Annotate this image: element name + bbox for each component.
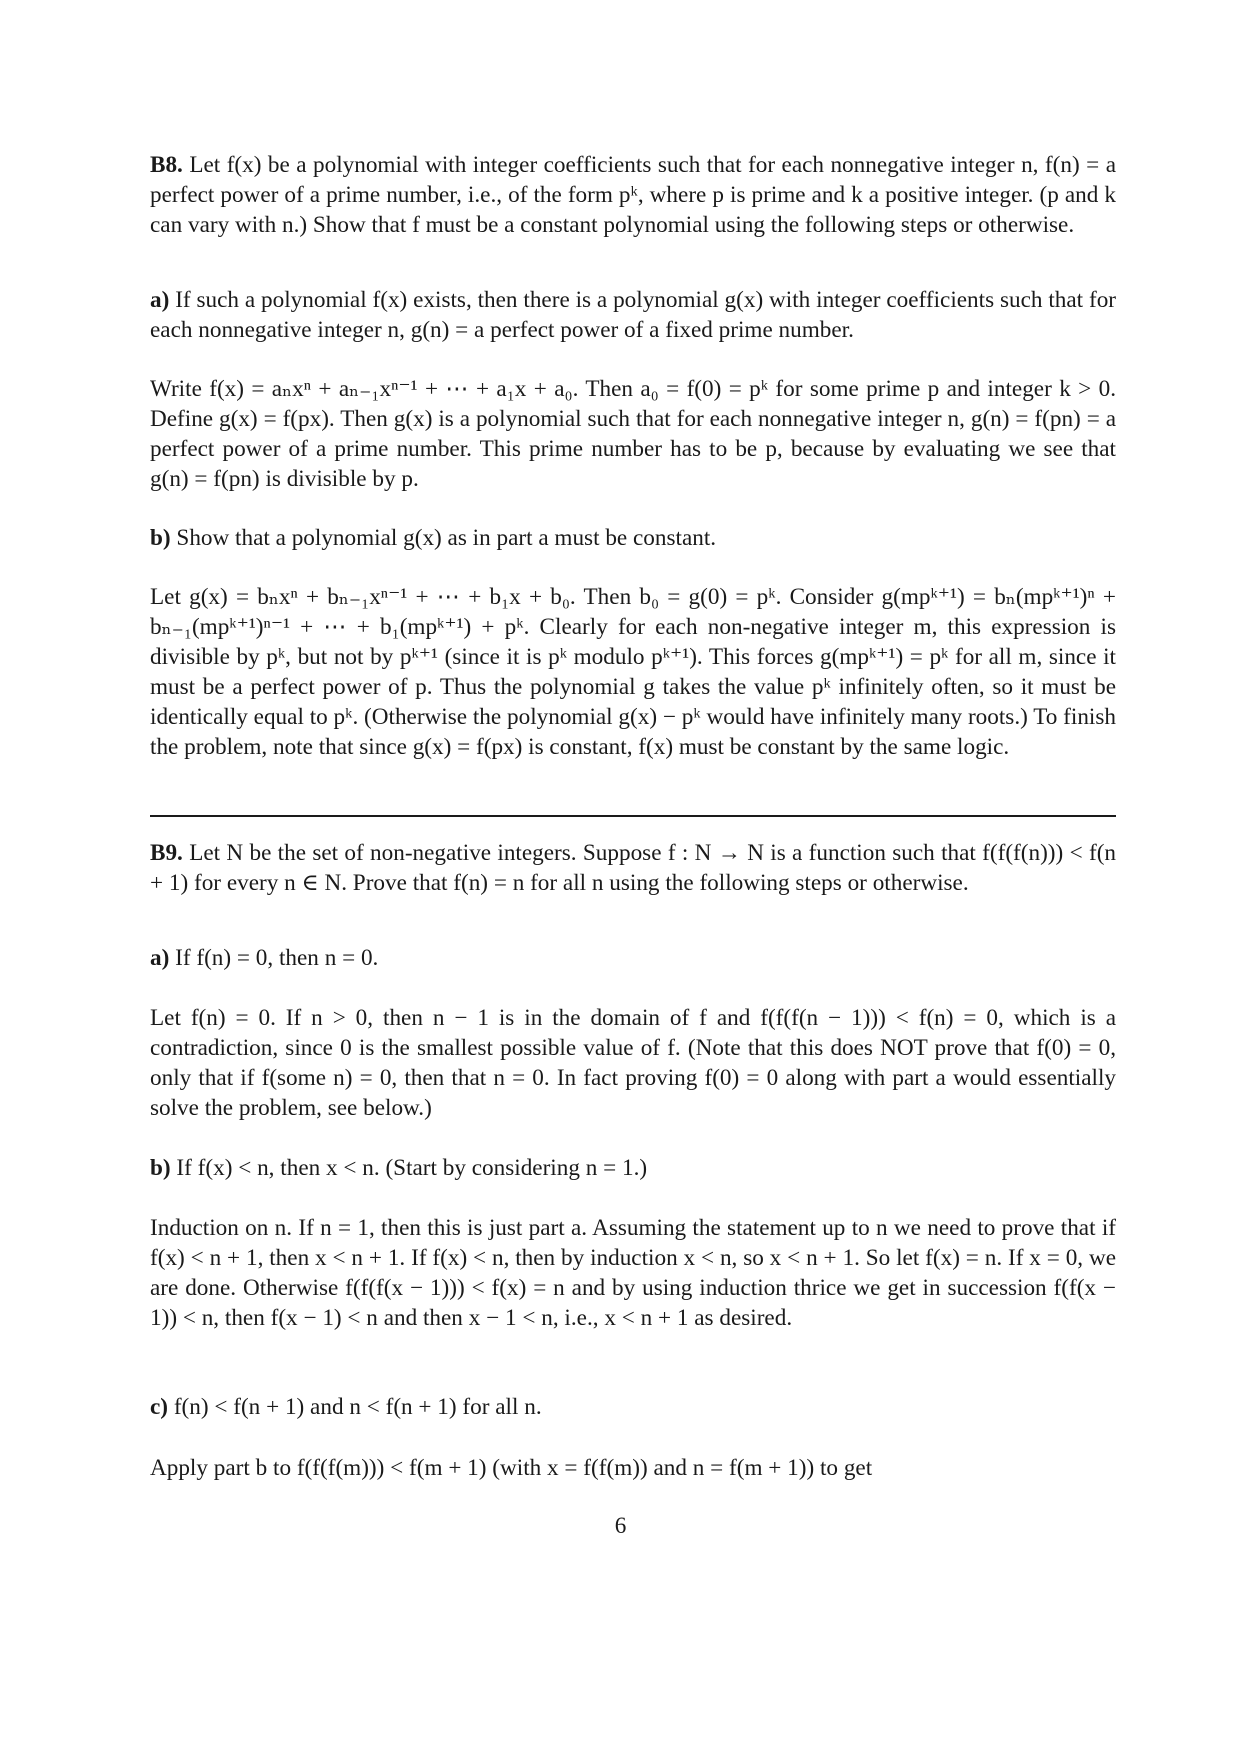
problem-b9-part-a — [150, 943, 1116, 973]
part-a-text: If such a polynomial f(x) exists, then there is a polynomial g(x) with integer coefficients such that for each nonnegative integer n, g(n) = a perfect power of a fixed prime number. — [150, 287, 1117, 343]
problem-b8-text: Let f(x) be a polynomial with integer coefficients such that for each nonnegative integer n, f(n) = a perfect power of a prime number, i.e., of the form pᵏ, where p is prime and k a positive integer. (p and k can vary with n.) Show that f must be a constant polynomial using the following steps or otherwise. — [150, 152, 1116, 238]
part-b-label: b) — [150, 1155, 171, 1181]
solution-text: Let f(n) = 0. If n > 0, then n − 1 is in the domain of f and f(f(f(n − 1))) < f(n) = 0, which is a contradiction, since 0 is the smallest possible value of f. (Note that this does NOT prove that f(0) = 0, only that if f(some n) = 0, then that n = 0. In fact proving f(0) = 0 along with part a would essentially solve the problem, see below.) — [150, 1005, 1116, 1121]
problem-b8-part-b-solution — [150, 582, 1116, 762]
solution-text: Induction on n. If n = 1, then this is just part a. Assuming the statement up to n we need to prove that if f(x) < n + 1, then x < n + 1. If f(x) < n, then by induction x < n, so x < n + 1. So let f(x) = n. If x = 0, we are done. Otherwise f(f(f(x − 1))) < f(x) = n and by using induction thrice we get in succession f(f(x − 1)) < n, then f(x − 1) < n and then x − 1 < n, i.e., x < n + 1 as desired. — [150, 1215, 1116, 1331]
part-a-label: a) — [150, 287, 170, 313]
problem-b9-part-a-solution — [150, 1003, 1116, 1123]
problem-b9-part-c-solution — [150, 1453, 1116, 1483]
problem-b9-text: Let N be the set of non-negative integers. Suppose f : N → N is a function such that f(f(f(n))) < f(n + 1) for every n ∈ N. Prove that f(n) = n for all n using the following steps or otherwise. — [150, 840, 1117, 896]
part-c-label: c) — [150, 1394, 169, 1420]
solution-text: Let g(x) = bₙxⁿ + bₙ₋₁xⁿ⁻¹ + ⋯ + b₁x + b₀. Then b₀ = g(0) = pᵏ. Consider g(mpᵏ⁺¹) = bₙ(mpᵏ⁺¹)ⁿ + bₙ₋₁(mpᵏ⁺¹)ⁿ⁻¹ + ⋯ + b₁(mpᵏ⁺¹) + pᵏ. Clearly for each non-negative integer m, this expression is divisible by pᵏ, but not by pᵏ⁺¹ (since it is pᵏ modulo pᵏ⁺¹). This forces g(mpᵏ⁺¹) = pᵏ for all m, since it must be a perfect power of p. Thus the polynomial g takes the value pᵏ infinitely often, so it must be identically equal to pᵏ. (Otherwise the polynomial g(x) − pᵏ would have infinitely many roots.) To finish the problem, note that since g(x) = f(px) is constant, f(x) must be constant by the same logic. — [150, 584, 1116, 760]
section-divider — [150, 815, 1116, 817]
part-a-text: If f(n) = 0, then n = 0. — [175, 945, 379, 971]
solution-text: Write f(x) = aₙxⁿ + aₙ₋₁xⁿ⁻¹ + ⋯ + a₁x + a₀. Then a₀ = f(0) = pᵏ for some prime p and integer k > 0. Define g(x) = f(px). Then g(x) is a polynomial such that for each nonnegative integer n, g(n) = f(pn) = a perfect power of a prime number. This prime number has to be p, because by evaluating we see that g(n) = f(pn) is divisible by p. — [150, 376, 1116, 492]
page-number: 6 — [614, 1513, 627, 1539]
problem-b9-label: B9. — [150, 840, 183, 866]
solution-text: Apply part b to f(f(f(m))) < f(m + 1) (with x = f(f(m)) and n = f(m + 1)) to get — [150, 1455, 873, 1481]
part-b-text: Show that a polynomial g(x) as in part a must be constant. — [176, 525, 717, 551]
part-c-text: f(n) < f(n + 1) and n < f(n + 1) for all n. — [173, 1394, 542, 1420]
problem-b9-part-b — [150, 1153, 1116, 1183]
problem-b8-label: B8. — [150, 152, 183, 178]
problem-b8-statement — [150, 150, 1116, 240]
problem-b8-part-a — [150, 285, 1116, 345]
part-b-label: b) — [150, 525, 171, 551]
problem-b9-statement — [150, 838, 1116, 898]
problem-b8-part-b — [150, 523, 1116, 553]
problem-b9-part-c — [150, 1392, 1116, 1422]
part-b-text: If f(x) < n, then x < n. (Start by considering n = 1.) — [176, 1155, 648, 1181]
problem-b9-part-b-solution — [150, 1213, 1116, 1333]
part-a-label: a) — [150, 945, 170, 971]
problem-b8-part-a-solution — [150, 374, 1116, 494]
